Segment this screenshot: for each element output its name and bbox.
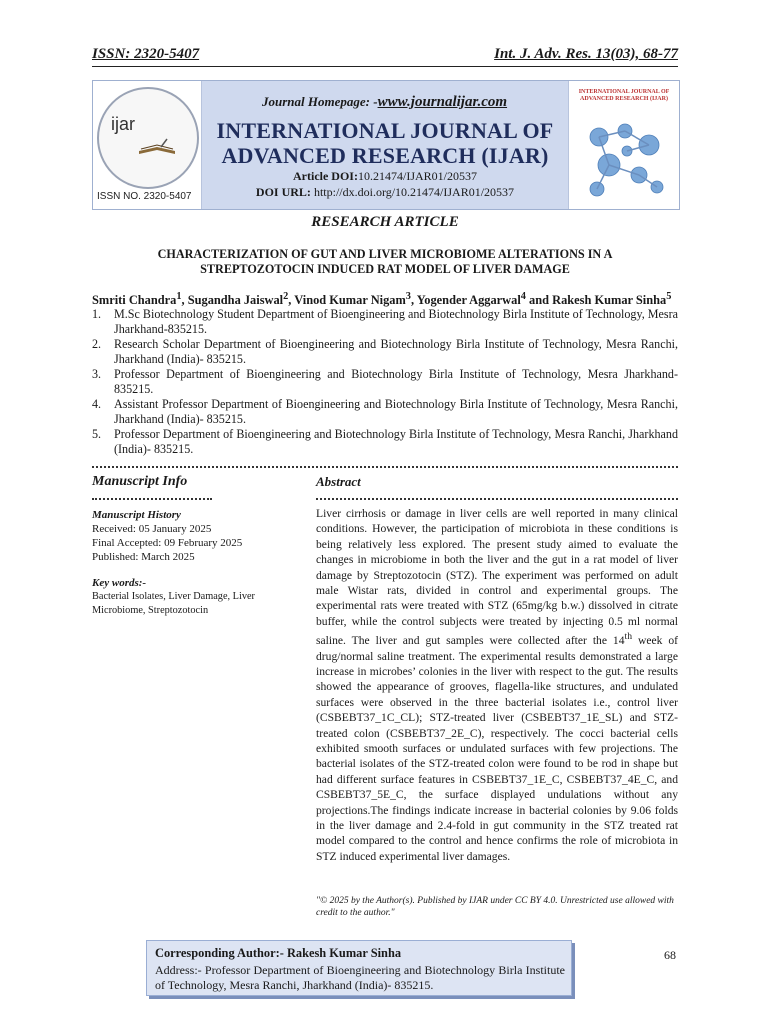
journal-title-line-1: INTERNATIONAL JOURNAL OF [216,118,554,143]
author-separator: , [410,293,417,308]
book-icon [137,137,177,155]
author-list [92,291,678,308]
homepage-link[interactable]: www.journalijar.com [377,94,508,110]
logo-text: ijar [111,114,136,134]
abstract-text [316,506,678,864]
citation-text: Int. J. Adv. Res. 13(03), 68-77 [494,46,678,62]
affiliation-item [92,397,678,427]
affiliation-number: 1. [92,307,102,321]
page-number: 68 [664,948,676,962]
corresponding-author-title: Corresponding Author:- Rakesh Kumar Sinha [155,946,402,960]
manuscript-divider [92,492,212,500]
running-header [92,44,678,67]
manuscript-info-heading: Manuscript Info [92,474,188,489]
affiliation-item [92,427,678,457]
author-name: Smriti Chandra [92,293,177,308]
abstract-sup: th [624,631,633,643]
abstract-part-1: Liver cirrhosis or damage in liver cells are well reported in many clinical conditions. However, the participation of microbiota in these conditions is being relatively less explored. The present study aimed to evaluate the changes in microbiome in both the liver and the gut in a rat model of liver damage by Streptozotocin (STZ). The experiment was performed on adult male Wistar rats, divided in control and experimental groups. The experimental rats were treated with STZ (65mg/kg b.w.) dissolved in citrate buffer, while the control subjects were treated by injecting 0.5 ml normal saline. The liver and gut samples were collected after the 14 [316,507,678,648]
affiliation-number: 5. [92,427,102,441]
article-type: RESEARCH ARTICLE [311,214,459,230]
article-doi-label: Article DOI: [293,169,358,183]
doi-url [200,185,570,200]
author-name: Sugandha Jaiswal [187,293,284,308]
history-heading: Manuscript History [92,509,181,521]
author-name: Yogender Aggarwal [416,293,521,308]
corresponding-author-address: Address:- Professor Department of Bioengineering and Biotechnology Birla Institute of Technology, Mesra Ranchi, Jharkhand (India)- 835215. [155,963,565,992]
paper-title [130,247,640,277]
published-date: Published: March 2025 [92,551,195,563]
author-sup: 3 [405,291,411,302]
author-separator: , [181,293,188,308]
affiliation-text: Professor Department of Bioengineering and Biotechnology Birla Institute of Technology, Mesra Jharkhand-835215. [114,367,678,396]
abstract-heading: Abstract [316,474,361,489]
keywords-section [92,576,282,618]
affiliation-text: Research Scholar Department of Bioengineering and Biotechnology Birla Institute of Technology, Mesra Ranchi, Jharkhand (India)- 835215. [114,337,678,366]
manuscript-history [92,508,292,564]
affiliation-text: Professor Department of Bioengineering and Biotechnology Birla Institute of Technology, Mesra Ranchi, Jharkhand (India)- 835215. [114,427,678,456]
author-name: Rakesh Kumar Sinha [552,293,667,308]
abstract-divider [316,492,678,500]
doi-url-label: DOI URL: [255,185,311,199]
paper-title-line-1: CHARACTERIZATION OF GUT AND LIVER MICROBIOME ALTERATIONS IN A [157,247,613,261]
keywords-text: Bacterial Isolates, Liver Damage, Liver Microbiome, Streptozotocin [92,591,255,616]
received-date: Received: 05 January 2025 [92,523,212,535]
article-doi-value: 10.21474/IJAR01/20537 [357,169,477,183]
logo-issn: ISSN NO. 2320-5407 [97,191,192,202]
journal-title [200,118,570,168]
paper-title-line-2: STREPTOZOTOCIN INDUCED RAT MODEL OF LIVER DAMAGE [200,262,570,276]
section-divider [92,458,678,468]
journal-logo [93,81,202,209]
affiliation-text: M.Sc Biotechnology Student Department of Bioengineering and Biotechnology Birla Institute of Technology, Mesra Jharkhand-835215. [114,307,678,336]
homepage-label: Journal Homepage: - [262,94,378,109]
author-sup: 2 [283,291,289,302]
author-name: Vinod Kumar Nigam [294,293,406,308]
abstract-part-2: week of drug/normal saline treatment. The experimental results demonstrated a large increase in microbes’ colonies in the liver with respect to the gut. The results showed the appearance of grooves, flagella-like structures, and undulated surfaces were observed in the three bacterial isolates i.e., control liver (CSBEBT37_1C_CL); STZ-treated liver (CSBEBT37_1E_SL) and STZ-treated colon (CSBEBT37_2E_C), respectively. The cocci bacterial cells exhibited smooth surfaces or undulated surfaces with few projections. The bacterial isolates of the STZ-treated colon were found to be rod in shape but had different surface features in CSBEBT37_1E_C, CSBEBT37_4E_C, and CSBEBT37_5E_C, the surface displayed undulations without any projections.The findings indicate increase in bacterial colonies by 9.06 folds in the liver damage and 2.4-fold in gut community in the STZ treated rat model compared to the control and hence confirms the role of microbiota in STZ induced experimental liver damages. [316,634,678,863]
keywords-heading: Key words:- [92,577,147,589]
cover-title: INTERNATIONAL JOURNAL OF ADVANCED RESEARCH (IJAR) [578,89,670,102]
author-separator: , [288,293,295,308]
affiliation-number: 3. [92,367,102,381]
affiliation-number: 2. [92,337,102,351]
affiliation-item [92,337,678,367]
corresponding-author-box [146,940,572,996]
article-doi [200,169,570,184]
affiliation-item [92,367,678,397]
journal-title-line-2: ADVANCED RESEARCH (IJAR) [221,143,549,168]
doi-url-link[interactable]: http://dx.doi.org/10.21474/IJAR01/20537 [313,185,515,199]
author-sup: 4 [520,291,526,302]
journal-homepage [262,94,507,111]
affiliation-text: Assistant Professor Department of Bioengineering and Biotechnology Birla Institute of Technology, Mesra Ranchi, Jharkhand (India)- 835215. [114,397,678,426]
author-sup: 5 [666,291,672,302]
molecule-icon [579,117,671,203]
affiliation-number: 4. [92,397,102,411]
journal-cover-image [568,81,679,209]
author-separator: and [525,293,553,308]
issn-text: ISSN: 2320-5407 [92,46,200,62]
affiliation-list [92,307,678,457]
license-note: "© 2025 by the Author(s). Published by IJAR under CC BY 4.0. Unrestricted use allowed with credit to the author." [316,896,674,918]
accepted-date: Final Accepted: 09 February 2025 [92,537,243,549]
affiliation-item [92,307,678,337]
author-sup: 1 [176,291,182,302]
